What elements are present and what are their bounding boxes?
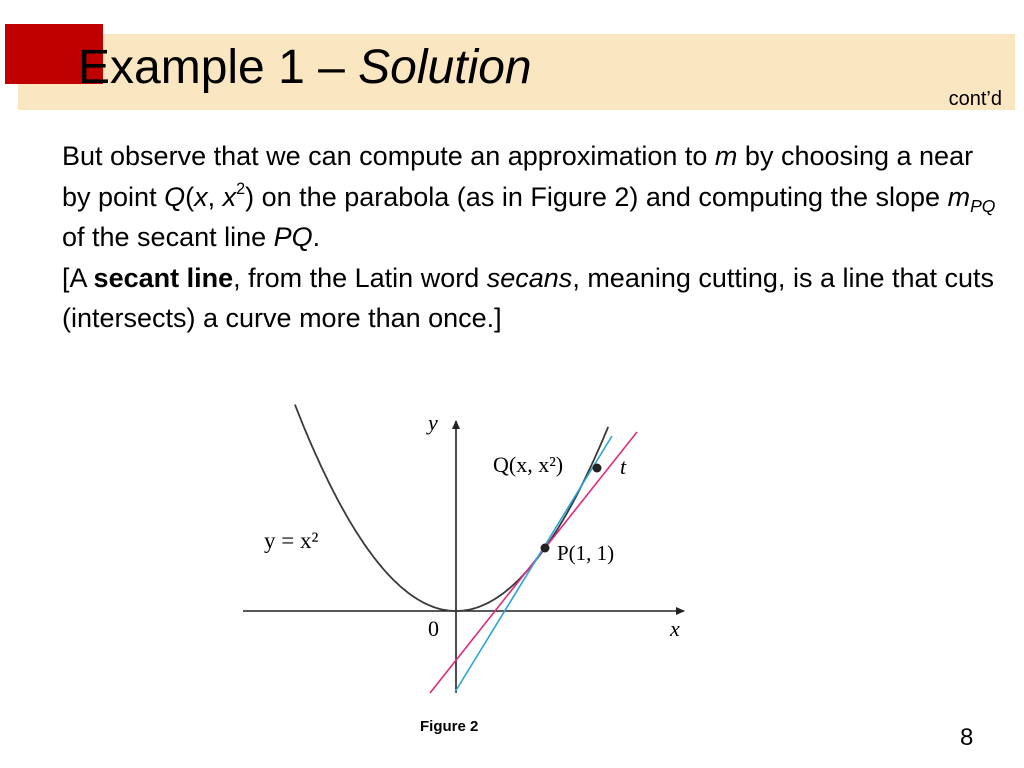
p2-text-c: , meaning cutting, is a line that cuts (intersects) a curve more than once.] — [62, 262, 995, 333]
figure-caption: Figure 2 — [420, 718, 479, 735]
page-number: 8 — [960, 724, 974, 751]
paren-open: ( — [185, 181, 195, 212]
var-m-pq: m — [947, 181, 971, 212]
p1-text-b: by choosing a near by point — [62, 141, 974, 212]
x-axis-label: x — [670, 616, 680, 641]
point-q-label: Q(x, x²) — [493, 452, 564, 477]
point-p — [541, 544, 550, 553]
var-x: x — [194, 181, 208, 212]
var-q: Q — [164, 181, 186, 212]
p1-text-d: of the secant line — [62, 222, 267, 252]
p1-text-c: ) on the parabola (as in Figure 2) and computing the slope — [245, 181, 941, 212]
subscript-pq: PQ — [970, 195, 996, 216]
tangent-label: t — [620, 454, 627, 479]
period: . — [312, 222, 321, 252]
curve-label: y = x² — [264, 528, 319, 553]
origin-label: 0 — [428, 616, 439, 641]
var-m: m — [714, 141, 738, 171]
point-q — [593, 464, 602, 473]
continued-label: cont’d — [948, 88, 1002, 110]
comma: , — [207, 181, 216, 212]
var-pq: PQ — [273, 222, 313, 252]
y-axis-label: y — [428, 410, 438, 435]
parabola-curve — [295, 405, 608, 611]
p2-text-a: [A — [62, 262, 87, 293]
term-secans: secans — [486, 262, 573, 293]
var-x2-base: x — [222, 181, 237, 212]
term-secant-line: secant line — [93, 262, 234, 293]
superscript-2: 2 — [236, 179, 246, 198]
title-main: Example 1 – — [78, 41, 345, 94]
p2-text-b: , from the Latin word — [233, 262, 480, 293]
title-italic: Solution — [358, 41, 532, 94]
point-p-label: P(1, 1) — [557, 541, 615, 565]
p1-text-a: But observe that we can compute an approximation to — [62, 141, 708, 171]
